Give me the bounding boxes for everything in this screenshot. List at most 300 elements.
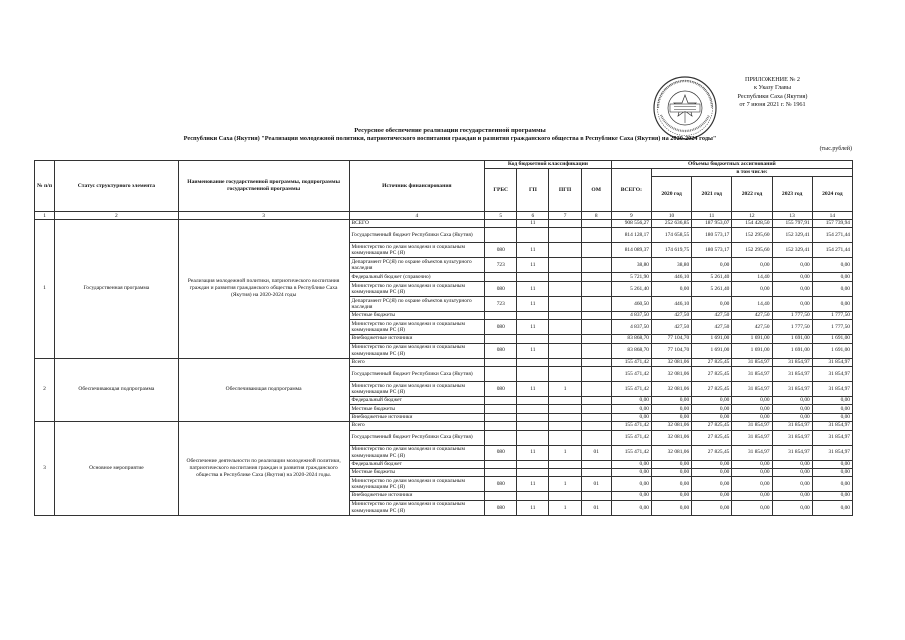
code-grbs xyxy=(485,468,517,476)
amount-year: 0,00 xyxy=(732,413,772,421)
code-grbs xyxy=(485,413,517,421)
code-grbs xyxy=(485,396,517,404)
code-pgp xyxy=(549,396,581,404)
code-om xyxy=(581,366,611,381)
amount-year: 31 854,97 xyxy=(772,381,812,396)
code-om xyxy=(581,320,611,335)
amount-year: 0,00 xyxy=(772,500,812,515)
amount-total: 908 556,27 xyxy=(611,220,651,228)
program-name: Реализация молодежной политики, патриотического воспитания граждан и развития гражданского общества в Республике Саха (Якутия) на 2020-2024 годы xyxy=(178,220,349,359)
amount-year: 0,00 xyxy=(651,405,691,413)
index-cell: 11 xyxy=(692,212,732,220)
code-om xyxy=(581,468,611,476)
amount-year: 27 825,45 xyxy=(692,381,732,396)
code-pgp xyxy=(549,258,581,273)
funding-source: Министерство по делам молодежи и социальным коммуникациям РС (Я) xyxy=(349,477,485,492)
amount-total: 155 471,42 xyxy=(611,430,651,445)
code-pgp xyxy=(549,413,581,421)
amount-total: 460,50 xyxy=(611,296,651,311)
amount-year: 32 081,06 xyxy=(651,430,691,445)
amount-year: 0,00 xyxy=(772,492,812,500)
amount-total: 155 471,42 xyxy=(611,445,651,460)
amount-year: 0,00 xyxy=(772,468,812,476)
amount-year: 427,50 xyxy=(732,320,772,335)
header-source: Источник финансирования xyxy=(349,161,485,212)
amount-year: 0,00 xyxy=(692,492,732,500)
code-grbs: 080 xyxy=(485,281,517,296)
amount-year: 0,00 xyxy=(732,258,772,273)
index-cell: 10 xyxy=(651,212,691,220)
amount-year: 31 854,97 xyxy=(732,366,772,381)
code-om xyxy=(581,492,611,500)
amount-year: 187 953,07 xyxy=(692,220,732,228)
code-gp xyxy=(517,366,549,381)
code-om xyxy=(581,311,611,319)
amount-year: 1 691,00 xyxy=(732,335,772,343)
amount-year: 1 691,00 xyxy=(812,335,852,343)
amount-year: 27 825,45 xyxy=(692,366,732,381)
code-gp: 11 xyxy=(517,445,549,460)
appendix-line-4: от 7 июня 2021 г. № 1961 xyxy=(739,101,806,109)
program-name: Обеспечение деятельности по реализации молодежной политики, патриотического воспитания граждан и развития гражданского общества в Республике Саха (Якутия) на 2020-2024 годы. xyxy=(178,422,349,516)
amount-year: 0,00 xyxy=(692,460,732,468)
amount-year: 31 854,97 xyxy=(772,358,812,366)
amount-year: 0,00 xyxy=(812,413,852,421)
index-row xyxy=(35,212,853,220)
amount-year: 32 081,06 xyxy=(651,381,691,396)
code-om xyxy=(581,396,611,404)
header-status: Статус структурного элемента xyxy=(55,161,179,212)
amount-year: 38,80 xyxy=(651,258,691,273)
amount-year: 0,00 xyxy=(772,460,812,468)
amount-year: 0,00 xyxy=(812,296,852,311)
amount-year: 0,00 xyxy=(732,405,772,413)
row-number: 3 xyxy=(35,422,55,516)
amount-year: 152 329,41 xyxy=(772,228,812,243)
amount-year: 427,50 xyxy=(692,320,732,335)
amount-year: 0,00 xyxy=(651,281,691,296)
amount-year: 427,50 xyxy=(692,311,732,319)
amount-year: 0,00 xyxy=(692,413,732,421)
funding-source: Министерство по делам молодежи и социальным коммуникациям РС (Я) xyxy=(349,243,485,258)
element-status: Государственная программа xyxy=(55,220,179,359)
amount-year: 31 854,97 xyxy=(812,430,852,445)
code-pgp: 1 xyxy=(549,445,581,460)
amount-year: 0,00 xyxy=(732,500,772,515)
amount-total: 814 089,37 xyxy=(611,243,651,258)
code-om xyxy=(581,381,611,396)
code-grbs xyxy=(485,228,517,243)
index-cell: 5 xyxy=(485,212,517,220)
amount-total: 155 471,42 xyxy=(611,366,651,381)
code-gp xyxy=(517,413,549,421)
code-pgp xyxy=(549,311,581,319)
code-pgp xyxy=(549,492,581,500)
amount-year: 0,00 xyxy=(732,460,772,468)
amount-year: 0,00 xyxy=(772,281,812,296)
funding-source: Государственный бюджет Республики Саха (Якутия) xyxy=(349,430,485,445)
code-grbs xyxy=(485,405,517,413)
amount-year: 1 777,50 xyxy=(772,311,812,319)
amount-year: 0,00 xyxy=(812,258,852,273)
amount-year: 1 691,00 xyxy=(772,343,812,358)
amount-year: 180 573,17 xyxy=(692,228,732,243)
header-name: Наименование государственной программы, подпрограммы государственной программы xyxy=(178,161,349,212)
amount-year: 0,00 xyxy=(812,405,852,413)
appendix-block xyxy=(705,76,840,110)
amount-total: 83 868,70 xyxy=(611,335,651,343)
amount-year: 14,40 xyxy=(732,273,772,281)
header-kbk: Код бюджетной классификации xyxy=(485,161,612,169)
header-gp: ГП xyxy=(517,169,549,212)
amount-year: 31 854,97 xyxy=(772,422,812,430)
code-gp xyxy=(517,228,549,243)
header-volumes: Объемы бюджетных ассигнований xyxy=(611,161,852,169)
amount-year: 446,10 xyxy=(651,273,691,281)
amount-year: 154 271,44 xyxy=(812,243,852,258)
code-gp xyxy=(517,335,549,343)
funding-source: Министерство по делам молодежи и социальным коммуникациям РС (Я) xyxy=(349,445,485,460)
code-grbs: 080 xyxy=(485,477,517,492)
index-cell: 7 xyxy=(549,212,581,220)
amount-year: 0,00 xyxy=(692,405,732,413)
amount-year: 174 658,55 xyxy=(651,228,691,243)
amount-year: 0,00 xyxy=(651,468,691,476)
element-status: Основное мероприятие xyxy=(55,422,179,516)
funding-source: Внебюджетные источники xyxy=(349,492,485,500)
funding-source: ВСЕГО xyxy=(349,220,485,228)
code-pgp xyxy=(549,430,581,445)
code-pgp xyxy=(549,228,581,243)
code-gp: 11 xyxy=(517,343,549,358)
amount-year: 1 691,00 xyxy=(812,343,852,358)
amount-year: 427,50 xyxy=(732,311,772,319)
amount-year: 0,00 xyxy=(772,296,812,311)
budget-table xyxy=(34,160,853,516)
amount-year: 0,00 xyxy=(692,258,732,273)
code-pgp xyxy=(549,460,581,468)
amount-year: 0,00 xyxy=(812,281,852,296)
code-pgp: 1 xyxy=(549,500,581,515)
amount-year: 0,00 xyxy=(772,273,812,281)
amount-year: 31 854,97 xyxy=(732,445,772,460)
amount-year: 157 739,94 xyxy=(812,220,852,228)
index-cell: 6 xyxy=(517,212,549,220)
funding-source: Министерство по делам молодежи и социальным коммуникациям РС (Я) xyxy=(349,500,485,515)
index-cell: 12 xyxy=(732,212,772,220)
code-om xyxy=(581,258,611,273)
amount-year: 31 854,97 xyxy=(732,381,772,396)
code-om xyxy=(581,430,611,445)
program-name: Обеспечивающая подпрограмма xyxy=(178,358,349,422)
header-year: 2024 год xyxy=(812,177,852,212)
amount-year: 32 081,06 xyxy=(651,445,691,460)
amount-year: 32 081,06 xyxy=(651,366,691,381)
amount-year: 31 854,97 xyxy=(732,358,772,366)
index-cell: 9 xyxy=(611,212,651,220)
code-grbs xyxy=(485,460,517,468)
amount-total: 5 721,90 xyxy=(611,273,651,281)
amount-year: 31 854,97 xyxy=(812,445,852,460)
code-pgp xyxy=(549,243,581,258)
amount-year: 0,00 xyxy=(692,468,732,476)
amount-year: 27 825,45 xyxy=(692,445,732,460)
code-grbs: 080 xyxy=(485,343,517,358)
code-om xyxy=(581,281,611,296)
amount-year: 154 271,44 xyxy=(812,228,852,243)
code-gp xyxy=(517,492,549,500)
code-gp: 11 xyxy=(517,296,549,311)
funding-source: Всего xyxy=(349,358,485,366)
amount-year: 1 691,00 xyxy=(692,335,732,343)
code-om xyxy=(581,228,611,243)
amount-year: 1 691,00 xyxy=(732,343,772,358)
amount-year: 446,10 xyxy=(651,296,691,311)
amount-year: 14,40 xyxy=(732,296,772,311)
amount-total: 155 471,42 xyxy=(611,422,651,430)
code-om: 01 xyxy=(581,500,611,515)
code-grbs: 080 xyxy=(485,243,517,258)
amount-year: 0,00 xyxy=(651,500,691,515)
code-pgp xyxy=(549,366,581,381)
code-gp: 11 xyxy=(517,243,549,258)
amount-year: 0,00 xyxy=(812,273,852,281)
code-grbs xyxy=(485,220,517,228)
code-gp: 11 xyxy=(517,381,549,396)
amount-year: 32 081,06 xyxy=(651,422,691,430)
amount-year: 174 619,75 xyxy=(651,243,691,258)
row-number: 2 xyxy=(35,358,55,422)
units-label: (тыс.рублей) xyxy=(819,146,852,152)
code-om: 01 xyxy=(581,445,611,460)
code-pgp xyxy=(549,296,581,311)
code-pgp xyxy=(549,468,581,476)
code-gp xyxy=(517,422,549,430)
amount-year: 252 636,85 xyxy=(651,220,691,228)
amount-total: 0,00 xyxy=(611,413,651,421)
code-grbs: 080 xyxy=(485,445,517,460)
code-grbs xyxy=(485,366,517,381)
code-pgp xyxy=(549,320,581,335)
index-cell: 3 xyxy=(178,212,349,220)
code-gp: 11 xyxy=(517,500,549,515)
code-gp xyxy=(517,396,549,404)
amount-year: 31 854,97 xyxy=(812,422,852,430)
amount-year: 27 825,45 xyxy=(692,358,732,366)
index-cell: 14 xyxy=(812,212,852,220)
amount-total: 0,00 xyxy=(611,468,651,476)
code-pgp xyxy=(549,281,581,296)
code-grbs xyxy=(485,358,517,366)
amount-year: 0,00 xyxy=(812,492,852,500)
header-year: 2021 год xyxy=(692,177,732,212)
amount-year: 5 261,40 xyxy=(692,281,732,296)
amount-total: 0,00 xyxy=(611,396,651,404)
amount-total: 0,00 xyxy=(611,405,651,413)
amount-year: 0,00 xyxy=(692,296,732,311)
amount-total: 38,80 xyxy=(611,258,651,273)
amount-year: 5 261,40 xyxy=(692,273,732,281)
amount-total: 4 837,50 xyxy=(611,320,651,335)
amount-year: 31 854,97 xyxy=(772,430,812,445)
code-pgp xyxy=(549,422,581,430)
amount-year: 0,00 xyxy=(772,396,812,404)
amount-total: 5 261,40 xyxy=(611,281,651,296)
code-gp xyxy=(517,468,549,476)
funding-source: Федеральный бюджет xyxy=(349,460,485,468)
document-title-line-1: Ресурсное обеспечение реализации государственной программы xyxy=(354,127,546,134)
code-gp: 11 xyxy=(517,258,549,273)
funding-source: Всего xyxy=(349,422,485,430)
code-om xyxy=(581,413,611,421)
amount-year: 0,00 xyxy=(651,396,691,404)
element-status: Обеспечивающая подпрограмма xyxy=(55,358,179,422)
code-om xyxy=(581,358,611,366)
amount-year: 31 854,97 xyxy=(732,430,772,445)
amount-year: 154 428,50 xyxy=(732,220,772,228)
code-grbs xyxy=(485,492,517,500)
funding-source: Министерство по делам молодежи и социальным коммуникациям РС (Я) xyxy=(349,320,485,335)
amount-year: 152 295,60 xyxy=(732,243,772,258)
code-grbs: 080 xyxy=(485,381,517,396)
amount-year: 77 104,70 xyxy=(651,343,691,358)
code-gp xyxy=(517,358,549,366)
amount-year: 32 081,06 xyxy=(651,358,691,366)
amount-year: 0,00 xyxy=(732,396,772,404)
code-pgp: 1 xyxy=(549,381,581,396)
code-om xyxy=(581,343,611,358)
code-om xyxy=(581,422,611,430)
index-cell: 1 xyxy=(35,212,55,220)
amount-year: 0,00 xyxy=(692,477,732,492)
amount-total: 0,00 xyxy=(611,500,651,515)
amount-year: 0,00 xyxy=(772,413,812,421)
appendix-line-1: ПРИЛОЖЕНИЕ № 2 xyxy=(744,76,801,83)
header-year: 2023 год xyxy=(772,177,812,212)
amount-year: 0,00 xyxy=(812,396,852,404)
code-grbs: 080 xyxy=(485,320,517,335)
index-cell: 13 xyxy=(772,212,812,220)
amount-year: 1 777,50 xyxy=(812,311,852,319)
header-grbs: ГРБС xyxy=(485,169,517,212)
funding-source: Местные бюджеты xyxy=(349,311,485,319)
code-grbs: 723 xyxy=(485,296,517,311)
code-om xyxy=(581,405,611,413)
amount-year: 0,00 xyxy=(651,460,691,468)
code-pgp xyxy=(549,405,581,413)
code-om xyxy=(581,335,611,343)
index-cell: 4 xyxy=(349,212,485,220)
header-om: ОМ xyxy=(581,169,611,212)
amount-year: 427,50 xyxy=(651,320,691,335)
amount-total: 155 471,42 xyxy=(611,381,651,396)
code-grbs: 723 xyxy=(485,258,517,273)
funding-source: Местные бюджеты xyxy=(349,405,485,413)
code-gp xyxy=(517,273,549,281)
table-row xyxy=(35,358,853,366)
amount-year: 0,00 xyxy=(772,405,812,413)
funding-source: Федеральный бюджет xyxy=(349,396,485,404)
funding-source: Внебюджетные источники xyxy=(349,413,485,421)
amount-year: 0,00 xyxy=(692,500,732,515)
code-gp: 11 xyxy=(517,320,549,335)
code-pgp: 1 xyxy=(549,477,581,492)
amount-year: 1 691,00 xyxy=(692,343,732,358)
amount-year: 155 797,91 xyxy=(772,220,812,228)
amount-total: 0,00 xyxy=(611,492,651,500)
amount-year: 0,00 xyxy=(651,413,691,421)
code-pgp xyxy=(549,343,581,358)
funding-source: Департамент РС(Я) по охране объектов культурного наследия xyxy=(349,296,485,311)
code-grbs: 080 xyxy=(485,500,517,515)
code-gp: 11 xyxy=(517,477,549,492)
amount-year: 0,00 xyxy=(732,468,772,476)
amount-year: 0,00 xyxy=(732,281,772,296)
funding-source: Департамент РС(Я) по охране объектов культурного наследия xyxy=(349,258,485,273)
header-year: 2022 год xyxy=(732,177,772,212)
code-gp xyxy=(517,405,549,413)
amount-year: 0,00 xyxy=(651,477,691,492)
amount-year: 31 854,97 xyxy=(812,358,852,366)
code-grbs xyxy=(485,430,517,445)
amount-year: 152 329,41 xyxy=(772,243,812,258)
code-grbs xyxy=(485,273,517,281)
code-pgp xyxy=(549,335,581,343)
amount-year: 0,00 xyxy=(732,477,772,492)
amount-year: 180 573,17 xyxy=(692,243,732,258)
amount-year: 0,00 xyxy=(692,396,732,404)
header-total: ВСЕГО: xyxy=(611,169,651,212)
amount-year: 0,00 xyxy=(812,460,852,468)
code-om xyxy=(581,460,611,468)
amount-year: 0,00 xyxy=(732,492,772,500)
amount-total: 4 837,50 xyxy=(611,311,651,319)
index-cell: 2 xyxy=(55,212,179,220)
funding-source: Федеральный бюджет (справочно) xyxy=(349,273,485,281)
amount-year: 1 777,50 xyxy=(812,320,852,335)
table-row xyxy=(35,422,853,430)
code-grbs xyxy=(485,311,517,319)
amount-year: 0,00 xyxy=(772,258,812,273)
code-gp xyxy=(517,460,549,468)
code-gp: 11 xyxy=(517,220,549,228)
code-om xyxy=(581,220,611,228)
funding-source: Министерство по делам молодежи и социальным коммуникациям РС (Я) xyxy=(349,281,485,296)
amount-year: 0,00 xyxy=(812,500,852,515)
code-pgp xyxy=(549,273,581,281)
code-gp xyxy=(517,311,549,319)
code-pgp xyxy=(549,220,581,228)
table-row xyxy=(35,220,853,228)
amount-year: 27 825,45 xyxy=(692,430,732,445)
appendix-line-2: к Указу Главы xyxy=(753,84,792,92)
amount-year: 77 104,70 xyxy=(651,335,691,343)
header-incl: в том числе: xyxy=(651,169,852,177)
amount-total: 0,00 xyxy=(611,460,651,468)
amount-year: 31 854,97 xyxy=(772,445,812,460)
funding-source: Государственный бюджет Республики Саха (Якутия) xyxy=(349,366,485,381)
amount-year: 31 854,97 xyxy=(772,366,812,381)
amount-year: 1 777,50 xyxy=(772,320,812,335)
index-cell: 8 xyxy=(581,212,611,220)
amount-year: 31 854,97 xyxy=(812,366,852,381)
amount-year: 31 854,97 xyxy=(812,381,852,396)
amount-year: 1 691,00 xyxy=(772,335,812,343)
row-number: 1 xyxy=(35,220,55,359)
code-om xyxy=(581,273,611,281)
code-om xyxy=(581,296,611,311)
document-title-line-2: Республики Саха (Якутия) "Реализация молодежной политики, патриотического воспитания граждан и развития гражданского общества в Республике Саха (Якутия) на 2020-2024 годы" xyxy=(183,135,717,142)
